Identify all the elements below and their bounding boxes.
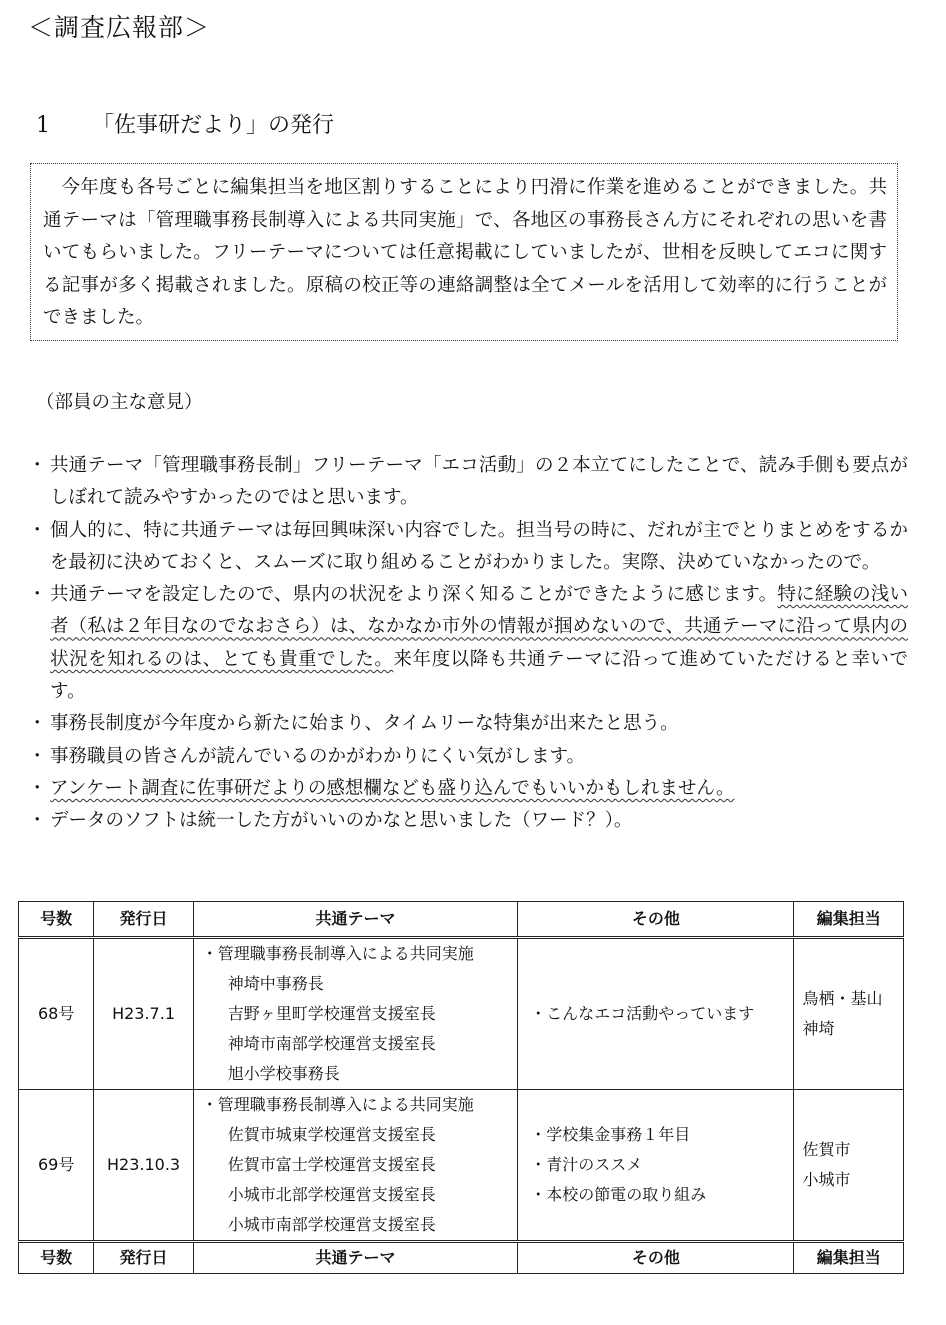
opinion-text: 個人的に、特に共通テーマは毎回興味深い内容でした。担当号の時に、だれが主でとりまとめをするかを最初に決めておくと、スムーズに取り組めることがわかりました。実際、決めていなかったので。	[50, 519, 908, 573]
opinion-text: 来年度以降も共通テーマに沿って進めていただけると幸いです。	[50, 648, 908, 703]
bullet: ・	[28, 519, 47, 541]
theme-item: 佐賀市富士学校運営支援室長	[227, 1155, 436, 1174]
theme-item: 佐賀市城東学校運営支援室長	[227, 1125, 436, 1144]
other-item: ・本校の節電の取り組み	[530, 1185, 707, 1204]
footer-other: その他	[518, 1242, 794, 1274]
other-cell	[518, 938, 794, 1090]
header-date: 発行日	[94, 902, 193, 938]
theme-title: ・管理職事務長制導入による共同実施	[201, 1095, 474, 1114]
bullet: ・	[28, 777, 47, 799]
opinion-item	[28, 708, 908, 740]
theme-item: 小城市北部学校運営支援室長	[227, 1185, 436, 1204]
opinion-text: 事務長制度が今年度から新たに始まり、タイムリーな特集が出来たと思う。	[50, 713, 679, 735]
department-title: ＜調査広報部＞	[28, 13, 211, 42]
section-number: 1	[36, 113, 50, 138]
summary-box: 今年度も各号ごとに編集担当を地区割りすることにより円滑に作業を進めることができました。共通テーマは「管理職事務長制導入による共同実施」で、各地区の事務長さん方にそれぞれの思いを書いてもらいました。フリーテーマについては任意掲載にしていましたが、世相を反映してエコに関する記事が多く掲載されました。原稿の校正等の連絡調整は全てメールを活用して効率的に行うことができました。	[30, 163, 898, 341]
table-footer-row	[19, 1242, 904, 1274]
footer-date: 発行日	[94, 1242, 193, 1274]
footer-theme: 共通テーマ	[193, 1242, 517, 1274]
theme-item: 旭小学校事務長	[227, 1064, 340, 1083]
opinion-underlined-text: 特に経験の浅い者（私は２年目なのでなおさら）は、なかなか市外の情報が掴めないので、共通テーマに沿って県内の状況を知れるのは、とても貴重でした。	[50, 584, 908, 670]
section-heading	[36, 108, 334, 139]
editor-item: 鳥栖・基山	[802, 989, 883, 1008]
other-item: ・学校集金事務１年目	[530, 1125, 691, 1144]
bullet: ・	[28, 713, 47, 735]
theme-title: ・管理職事務長制導入による共同実施	[201, 944, 474, 963]
editor-cell	[794, 938, 904, 1090]
editor-item: 佐賀市	[802, 1140, 851, 1159]
editor-cell	[794, 1090, 904, 1242]
date-cell: H23.10.3	[94, 1090, 193, 1242]
theme-item: 小城市南部学校運営支援室長	[227, 1215, 436, 1234]
other-cell	[518, 1090, 794, 1242]
other-item: ・こんなエコ活動やっています	[530, 1004, 755, 1023]
opinion-item	[28, 579, 908, 708]
opinion-underlined-text: アンケート調査に佐事研だよりの感想欄なども盛り込んでもいいかもしれません。	[50, 777, 735, 799]
issues-table	[18, 901, 904, 1274]
table-row	[19, 1090, 904, 1242]
footer-issue-no: 号数	[19, 1242, 94, 1274]
opinions-label: （部員の主な意見）	[36, 392, 203, 413]
bullet: ・	[28, 810, 47, 832]
table-header-row	[19, 902, 904, 938]
opinion-item	[28, 515, 908, 580]
opinion-text: 共通テーマ「管理職事務長制」フリーテーマ「エコ活動」の２本立てにしたことで、読み手側も要点がしぼれて読みやすかったのではと思います。	[50, 455, 908, 509]
opinion-text: 事務職員の皆さんが読んでいるのかがわかりにくい気がします。	[50, 745, 586, 767]
table-row	[19, 938, 904, 1090]
editor-item: 小城市	[802, 1170, 851, 1189]
bullet: ・	[28, 584, 47, 606]
header-theme: 共通テーマ	[193, 902, 517, 938]
theme-item: 神埼市南部学校運営支援室長	[227, 1034, 436, 1053]
issue-no-cell: 69号	[19, 1090, 94, 1242]
theme-cell	[193, 938, 517, 1090]
footer-editor: 編集担当	[794, 1242, 904, 1274]
section-title: 「佐事研だより」の発行	[92, 113, 335, 138]
other-item: ・青汁のススメ	[530, 1155, 643, 1174]
opinion-text: 共通テーマを設定したので、県内の状況をより深く知ることができたように感じます。	[50, 584, 778, 606]
opinion-item	[28, 450, 908, 515]
opinion-item	[28, 741, 908, 773]
bullet: ・	[28, 455, 47, 476]
date-cell: H23.7.1	[94, 938, 193, 1090]
bullet: ・	[28, 745, 47, 767]
header-issue-no: 号数	[19, 902, 94, 938]
opinion-item	[28, 805, 908, 837]
opinion-list	[28, 450, 908, 838]
opinion-item	[28, 773, 908, 805]
editor-item: 神埼	[802, 1019, 835, 1038]
header-editor: 編集担当	[794, 902, 904, 938]
opinion-text: データのソフトは統一した方がいいのかなと思いました（ワード？）。	[50, 810, 633, 832]
theme-item: 神埼中事務長	[227, 974, 324, 993]
theme-item: 吉野ヶ里町学校運営支援室長	[227, 1004, 436, 1023]
theme-cell	[193, 1090, 517, 1242]
issue-no-cell: 68号	[19, 938, 94, 1090]
header-other: その他	[518, 902, 794, 938]
